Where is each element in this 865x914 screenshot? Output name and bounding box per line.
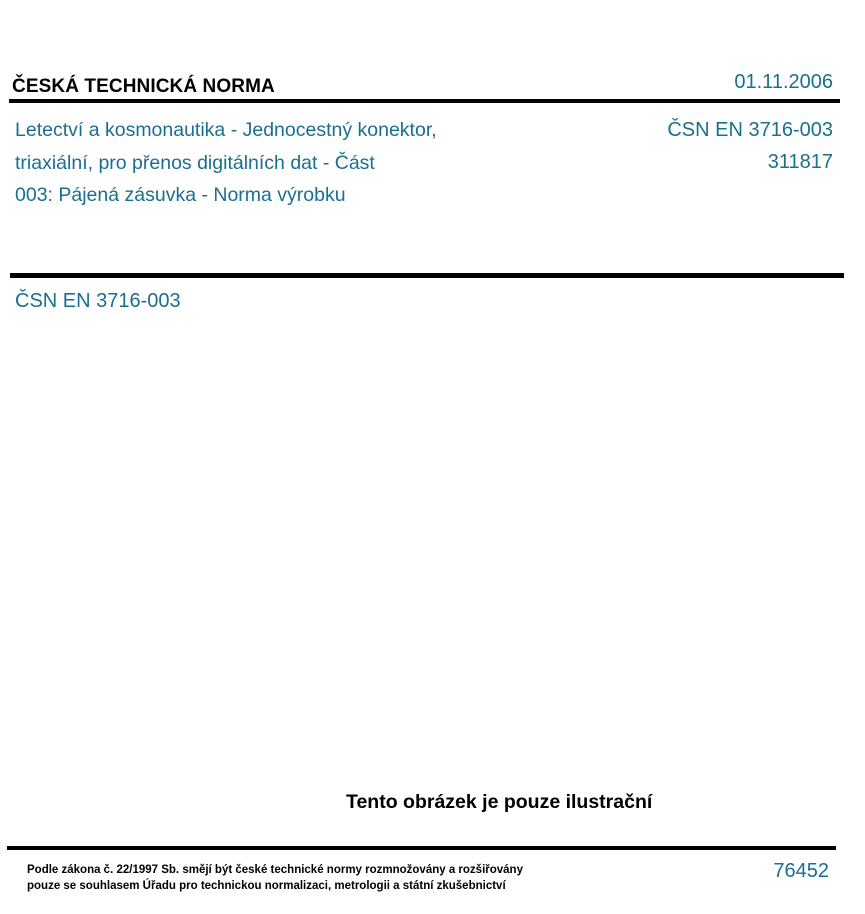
catalog-number: 76452 — [773, 860, 829, 882]
document-title — [15, 114, 437, 212]
document-title-line: Letectví a kosmonautika - Jednocestný konektor, — [15, 119, 437, 141]
document-title-line: 003: Pájená zásuvka - Norma výrobku — [15, 184, 346, 206]
bottom-divider — [7, 846, 836, 850]
page-header-title: ČESKÁ TECHNICKÁ NORMA — [12, 76, 275, 97]
document-title-line: triaxiální, pro přenos digitálních dat - Část — [15, 151, 375, 174]
illustration-note: Tento obrázek je pouze ilustrační — [346, 791, 653, 813]
top-divider — [9, 99, 840, 103]
legal-notice — [27, 862, 523, 894]
standard-code: ČSN EN 3716-003 — [667, 119, 833, 141]
legal-notice-line: pouze se souhlasem Úřadu pro technickou normalizaci, metrologii a státní zkušebnictví — [27, 880, 506, 892]
issue-date: 01.11.2006 — [734, 71, 833, 93]
standard-identifier-block — [667, 114, 833, 178]
middle-divider — [10, 273, 844, 278]
legal-notice-line: Podle zákona č. 22/1997 Sb. smějí být české technické normy rozmnožovány a rozšiřovány — [27, 864, 523, 876]
classification-number: 311817 — [767, 151, 833, 173]
standard-code-repeat: ČSN EN 3716-003 — [15, 290, 181, 312]
